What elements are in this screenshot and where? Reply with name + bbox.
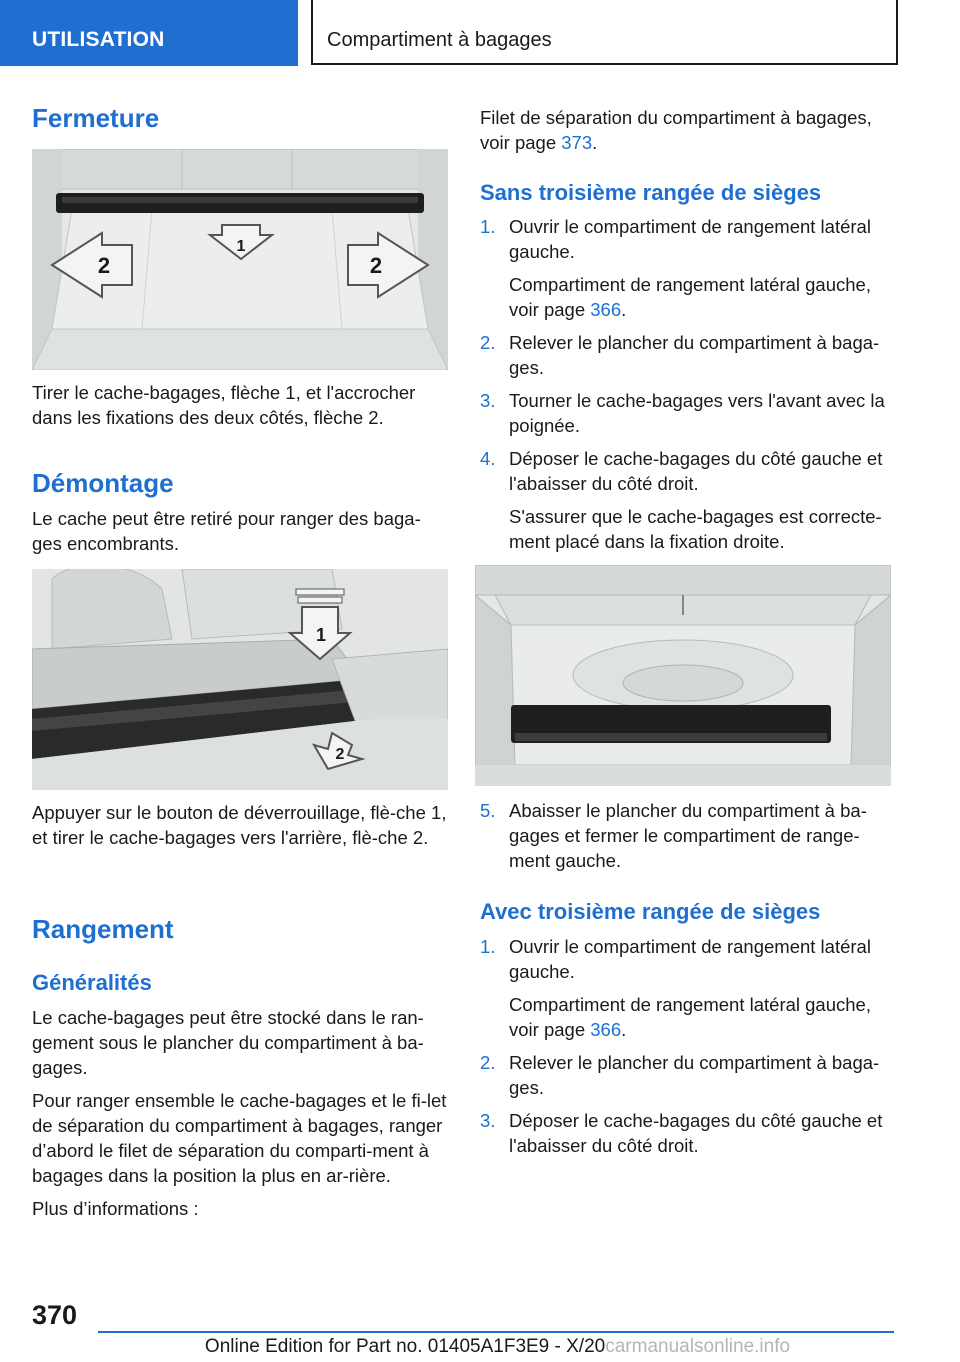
- fig2-arrow-label-2: 2: [335, 746, 345, 763]
- step-number: 2.: [480, 1052, 496, 1073]
- list-item: [480, 446, 900, 554]
- fermeture-text: Tirer le cache-bagages, flèche 1, et l'accrocher dans les fixations des deux côtés, flèche 2.: [32, 382, 416, 428]
- avec-steps-list: [480, 934, 900, 1158]
- step-number: 4.: [480, 448, 496, 469]
- step-number: 3.: [480, 390, 496, 411]
- list-item: [480, 798, 900, 873]
- appuyer-body: [32, 800, 448, 850]
- page-link-366[interactable]: 366: [590, 1019, 622, 1040]
- fig1-arrow-label-1: 1: [236, 238, 246, 255]
- step-note: Compartiment de rangement latéral gauche, voir page 366.: [509, 274, 871, 320]
- sans-steps-list: [480, 214, 900, 554]
- page-link-373[interactable]: 373: [561, 132, 593, 153]
- step-text: Déposer le cache-bagages du côté gauche et l'abaisser du côté droit.: [509, 448, 883, 494]
- footer-divider: [98, 1331, 894, 1333]
- list-item: [480, 934, 900, 1042]
- chapter-box: [311, 0, 898, 65]
- trunk-illustration-3: [475, 565, 891, 786]
- list-item: [480, 214, 900, 322]
- step-text: Relever le plancher du compartiment à baga-ges.: [509, 332, 880, 378]
- list-item: [480, 388, 900, 438]
- fermeture-body: [32, 380, 448, 430]
- step-note: S'assurer que le cache-bagages est correcte-ment placé dans la fixation droite.: [509, 506, 882, 552]
- page-link-366[interactable]: 366: [590, 299, 622, 320]
- watermark-text: carmanualsonline.info: [605, 1336, 791, 1357]
- step-text: Déposer le cache-bagages du côté gauche et l'abaisser du côté droit.: [509, 1110, 883, 1156]
- heading-generalites: Généralités: [32, 970, 152, 995]
- fig1-arrow-label-2-left: 2: [97, 253, 111, 278]
- heading-rangement: Rangement: [32, 914, 174, 944]
- heading-sans-troisieme: Sans troisième rangée de sièges: [480, 180, 822, 205]
- heading-fermeture: Fermeture: [32, 103, 160, 133]
- step-text: Ouvrir le compartiment de rangement latéral gauche.: [509, 216, 871, 262]
- list-item: [480, 330, 900, 380]
- demontage-body: [32, 506, 448, 556]
- generalites-text: Le cache-bagages peut être stocké dans le ran-gement sous le plancher du compartiment à ba-gages.: [32, 1007, 424, 1078]
- step-number: 1.: [480, 936, 496, 957]
- ensemble-text: Pour ranger ensemble le cache-bagages et le fi-let de séparation du compartiment à bagages, ranger d’abord le filet de séparation du comparti-ment à bagages dans la position la plus en ar-rière.: [32, 1090, 447, 1186]
- list-item: [480, 1050, 900, 1100]
- heading-avec-troisieme: Avec troisième rangée de sièges: [480, 899, 821, 924]
- filet-text: Filet de séparation du compartiment à bagages, voir page: [480, 107, 872, 153]
- step-number: 5.: [480, 800, 496, 821]
- list-item: [480, 1108, 900, 1158]
- step-text: Ouvrir le compartiment de rangement latéral gauche.: [509, 936, 871, 982]
- figure-closing-cover: [32, 149, 448, 370]
- step-number: 3.: [480, 1110, 496, 1131]
- step-number: 2.: [480, 332, 496, 353]
- demontage-text: Le cache peut être retiré pour ranger des baga-ges encombrants.: [32, 508, 421, 554]
- footer-edition: [100, 1336, 895, 1362]
- generalites-body: [32, 1005, 448, 1221]
- step-text: Abaisser le plancher du compartiment à ba-gages et fermer le compartiment de range-ment gauche.: [509, 800, 867, 871]
- edition-text: Online Edition for Part no. 01405A1F3E9 - X/20: [204, 1336, 606, 1357]
- fig2-arrow-label-1: 1: [315, 625, 327, 645]
- section-title: UTILISATION: [32, 28, 165, 51]
- figure-cover-stowed: [475, 565, 891, 786]
- trunk-illustration-2: [32, 569, 448, 790]
- filet-ref: [480, 105, 900, 155]
- heading-demontage: Démontage: [32, 468, 174, 498]
- trunk-illustration-1: [32, 149, 448, 370]
- figure-removing-cover: [32, 569, 448, 790]
- step-text: Relever le plancher du compartiment à baga-ges.: [509, 1052, 880, 1098]
- step5-body: [480, 798, 900, 873]
- plus-info-text: Plus d’informations :: [32, 1198, 199, 1219]
- step-note: Compartiment de rangement latéral gauche, voir page 366.: [509, 994, 871, 1040]
- step-note-text: Compartiment de rangement latéral gauche, voir page: [509, 994, 871, 1040]
- appuyer-text: Appuyer sur le bouton de déverrouillage, flè-che 1, et tirer le cache-bagages vers l'arrière, flè-che 2.: [32, 802, 447, 848]
- step-note-text: Compartiment de rangement latéral gauche, voir page: [509, 274, 871, 320]
- chapter-title: Compartiment à bagages: [327, 29, 552, 51]
- filet-paragraph: Filet de séparation du compartiment à bagages, voir page 373.: [480, 107, 872, 153]
- step-text: Tourner le cache-bagages vers l'avant avec la poignée.: [509, 390, 885, 436]
- step-number: 1.: [480, 216, 496, 237]
- section-tab: [0, 0, 298, 66]
- fig1-arrow-label-2-right: 2: [369, 253, 383, 278]
- page-number: 370: [32, 1300, 78, 1330]
